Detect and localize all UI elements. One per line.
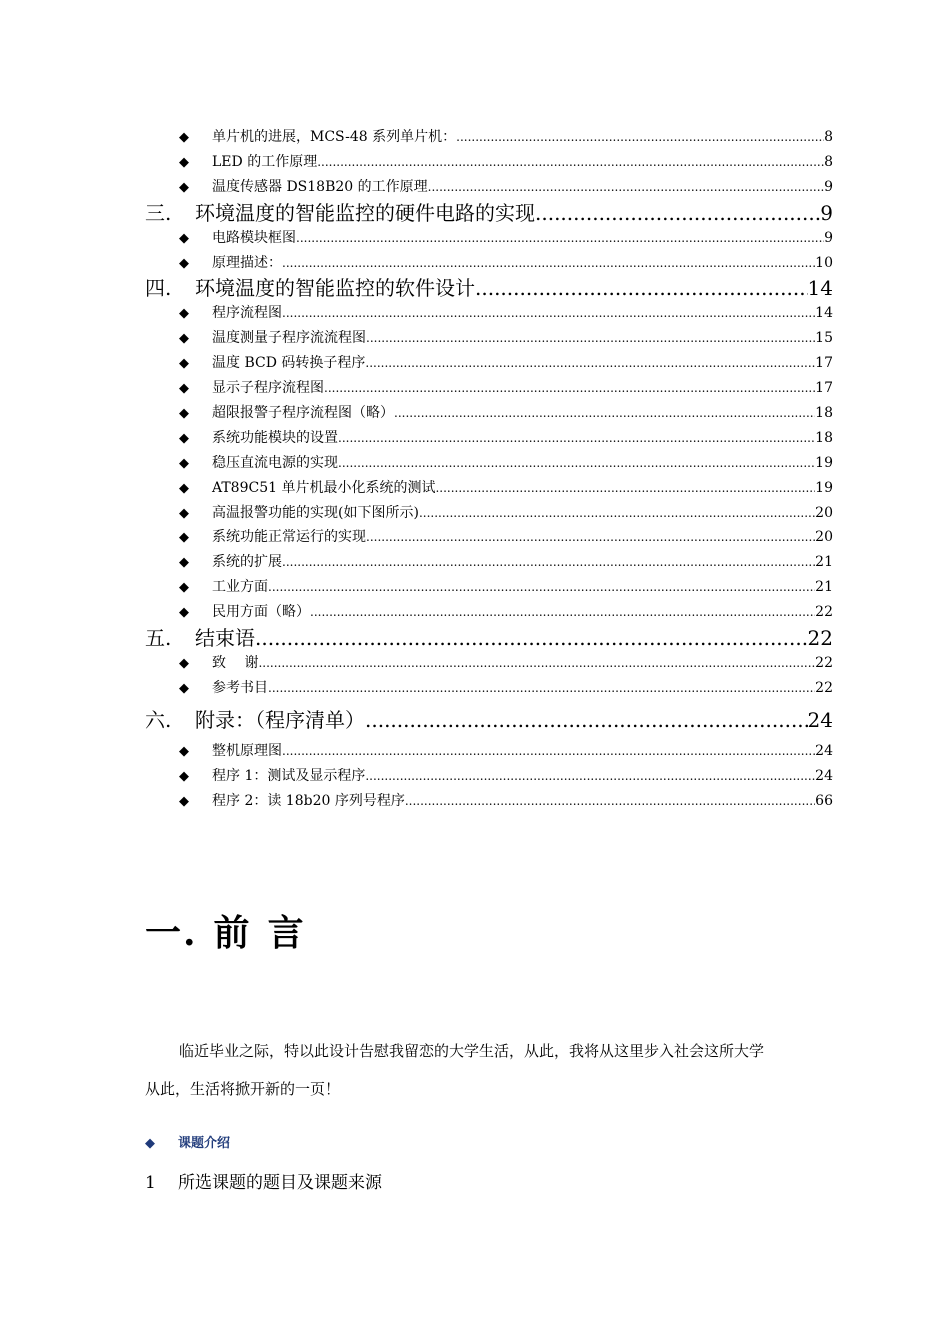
toc-entry-row[interactable] xyxy=(145,525,833,550)
toc-leader-dots xyxy=(282,550,815,575)
toc-leader-dots xyxy=(324,376,815,401)
toc-entry-title: 高温报警功能的实现(如下图所示) xyxy=(212,504,419,521)
toc-entry-row[interactable] xyxy=(145,501,833,526)
toc-entry-title: 超限报警子程序流程图（略） xyxy=(212,405,394,422)
toc-entry-title: 单片机的进展，MCS-48 系列单片机： xyxy=(212,129,457,145)
toc-entry-row[interactable] xyxy=(145,764,833,789)
toc-entry-title: 稳压直流电源的实现 xyxy=(212,454,338,471)
diamond-bullet-icon: ◆ xyxy=(179,480,189,496)
toc-leader-dots xyxy=(475,275,808,301)
toc-entry-row[interactable] xyxy=(145,651,833,676)
toc-leader-dots xyxy=(435,476,815,501)
toc-leader-dots xyxy=(405,789,815,814)
toc-page-number: 18 xyxy=(815,429,833,446)
toc-page-number: 22 xyxy=(815,604,833,621)
diamond-bullet-icon: ◆ xyxy=(179,555,189,571)
toc-chapter-row[interactable] xyxy=(145,707,833,733)
toc-page-number: 8 xyxy=(824,129,833,145)
toc-page-number: 24 xyxy=(815,742,833,759)
toc-chapter-number: 六. xyxy=(145,707,172,732)
toc-entry-title: 工业方面 xyxy=(212,579,268,596)
toc-leader-dots xyxy=(296,226,824,251)
toc-page-number: 22 xyxy=(815,655,833,672)
diamond-bullet-icon: ◆ xyxy=(179,154,189,170)
intro-line-1: 临近毕业之际，特以此设计告慰我留恋的大学生活，从此，我将从这里步入社会这所大学 xyxy=(179,1042,765,1060)
toc-entry-title: 整机原理图 xyxy=(212,742,282,759)
toc-leader-dots xyxy=(282,301,815,326)
section-number: 1 xyxy=(145,1173,156,1193)
toc-leader-dots xyxy=(428,175,824,200)
toc-entry-title: 民用方面（略） xyxy=(212,604,310,621)
toc-page-number: 66 xyxy=(815,792,833,809)
toc-entry-row[interactable] xyxy=(145,326,833,351)
toc-entry-title: 电路模块框图 xyxy=(212,229,296,246)
toc-leader-dots xyxy=(317,150,824,175)
toc-page-number: 14 xyxy=(815,305,833,322)
heading-number: 一. xyxy=(145,912,198,954)
toc-entry-title: 温度 BCD 码转换子程序 xyxy=(212,355,366,372)
toc-page-number: 22 xyxy=(807,626,833,651)
toc-leader-dots xyxy=(365,707,808,733)
diamond-bullet-icon: ◆ xyxy=(179,656,189,672)
toc-entry-row[interactable] xyxy=(145,676,833,701)
toc-page-number: 14 xyxy=(807,276,833,301)
toc-entry-row[interactable] xyxy=(145,125,833,150)
toc-leader-dots xyxy=(338,426,815,451)
toc-entry-row[interactable] xyxy=(145,150,833,175)
toc-leader-dots xyxy=(419,501,815,526)
toc-entry-row[interactable] xyxy=(145,451,833,476)
toc-entry-title: 系统功能正常运行的实现 xyxy=(212,529,366,546)
toc-chapter-number: 五. xyxy=(145,626,172,651)
table-of-contents xyxy=(145,125,833,813)
toc-leader-dots xyxy=(268,676,815,701)
toc-page-number: 22 xyxy=(815,679,833,696)
toc-entry-row[interactable] xyxy=(145,226,833,251)
toc-chapter-row[interactable] xyxy=(145,625,833,651)
toc-entry-row[interactable] xyxy=(145,575,833,600)
toc-entry-title: 致 谢 xyxy=(212,655,259,672)
toc-entry-title: 显示子程序流程图 xyxy=(212,380,324,397)
diamond-bullet-icon: ◆ xyxy=(145,1136,155,1151)
toc-page-number: 8 xyxy=(824,153,833,170)
toc-entry-row[interactable] xyxy=(145,739,833,764)
toc-page-number: 18 xyxy=(815,405,833,422)
toc-entry-title: AT89C51 单片机最小化系统的测试 xyxy=(212,479,436,496)
toc-entry-row[interactable] xyxy=(145,600,833,625)
diamond-bullet-icon: ◆ xyxy=(179,768,189,784)
toc-entry-row[interactable] xyxy=(145,426,833,451)
diamond-bullet-icon: ◆ xyxy=(179,255,189,271)
toc-page-number: 17 xyxy=(815,355,833,372)
toc-entry-title: 环境温度的智能监控的硬件电路的实现 xyxy=(195,200,535,225)
toc-entry-title: 系统功能模块的设置 xyxy=(212,429,338,446)
toc-page-number: 21 xyxy=(815,554,833,571)
toc-leader-dots xyxy=(394,401,815,426)
toc-entry-title: 原理描述： xyxy=(212,254,282,271)
toc-page-number: 10 xyxy=(815,254,833,271)
diamond-bullet-icon: ◆ xyxy=(179,455,189,471)
diamond-bullet-icon: ◆ xyxy=(179,406,189,422)
intro-paragraph xyxy=(145,1032,835,1108)
toc-entry-row[interactable] xyxy=(145,550,833,575)
diamond-bullet-icon: ◆ xyxy=(179,331,189,347)
toc-entry-row[interactable] xyxy=(145,401,833,426)
toc-leader-dots xyxy=(535,200,820,226)
toc-entry-row[interactable] xyxy=(145,251,833,276)
diamond-bullet-icon: ◆ xyxy=(179,306,189,322)
toc-page-number: 19 xyxy=(815,479,833,496)
topic-label: 课题介绍 xyxy=(178,1136,231,1151)
diamond-bullet-icon: ◆ xyxy=(179,130,189,145)
heading-title-second: 言 xyxy=(267,912,306,954)
toc-entry-row[interactable] xyxy=(145,789,833,814)
section-title: 所选课题的题目及课题来源 xyxy=(178,1173,382,1193)
diamond-bullet-icon: ◆ xyxy=(179,680,189,696)
toc-leader-dots xyxy=(365,351,815,376)
toc-page-number: 9 xyxy=(824,229,833,246)
toc-page-number: 24 xyxy=(815,767,833,784)
toc-chapter-number: 三. xyxy=(145,200,172,225)
toc-entry-row[interactable] xyxy=(145,351,833,376)
toc-page-number: 24 xyxy=(807,707,833,732)
toc-leader-dots xyxy=(338,451,815,476)
toc-page-number: 21 xyxy=(815,579,833,596)
toc-page-number: 9 xyxy=(820,200,833,225)
toc-page-number: 19 xyxy=(815,454,833,471)
toc-entry-title: 参考书目 xyxy=(212,679,268,696)
toc-leader-dots xyxy=(258,651,815,676)
heading-title-first: 前 xyxy=(213,912,252,954)
toc-entry-title: 程序流程图 xyxy=(212,305,282,322)
toc-leader-dots xyxy=(365,764,815,789)
toc-entry-title: LED 的工作原理 xyxy=(212,153,318,170)
toc-entry-title: 温度测量子程序流流程图 xyxy=(212,330,366,347)
toc-leader-dots xyxy=(282,251,815,276)
diamond-bullet-icon: ◆ xyxy=(179,230,189,246)
section-heading xyxy=(145,1168,382,1193)
toc-page-number: 17 xyxy=(815,380,833,397)
diamond-bullet-icon: ◆ xyxy=(179,505,189,521)
toc-leader-dots xyxy=(255,625,808,651)
diamond-bullet-icon: ◆ xyxy=(179,605,189,621)
toc-entry-row[interactable] xyxy=(145,476,833,501)
toc-chapter-number: 四. xyxy=(145,276,172,301)
intro-line-2: 从此，生活将掀开新的一页！ xyxy=(145,1080,341,1098)
diamond-bullet-icon: ◆ xyxy=(179,530,189,546)
toc-page-number: 20 xyxy=(815,504,833,521)
diamond-bullet-icon: ◆ xyxy=(179,381,189,397)
toc-entry-title: 环境温度的智能监控的软件设计 xyxy=(195,276,475,301)
diamond-bullet-icon: ◆ xyxy=(179,743,189,759)
toc-page-number: 20 xyxy=(815,529,833,546)
toc-entry-title: 结束语 xyxy=(195,626,255,651)
toc-leader-dots xyxy=(282,739,815,764)
toc-entry-row[interactable] xyxy=(145,376,833,401)
toc-leader-dots xyxy=(310,600,815,625)
toc-page-number: 9 xyxy=(824,178,833,195)
toc-chapter-row[interactable] xyxy=(145,275,833,301)
toc-entry-title: 程序 2：读 18b20 序列号程序 xyxy=(212,792,405,809)
toc-entry-title: 温度传感器 DS18B20 的工作原理 xyxy=(212,178,428,195)
page-heading xyxy=(145,905,306,956)
toc-page-number: 15 xyxy=(815,330,833,347)
diamond-bullet-icon: ◆ xyxy=(179,793,189,809)
toc-entry-title: 程序 1：测试及显示程序 xyxy=(212,767,366,784)
diamond-bullet-icon: ◆ xyxy=(179,179,189,195)
toc-leader-dots xyxy=(268,575,815,600)
toc-leader-dots xyxy=(366,326,815,351)
toc-chapter-row[interactable] xyxy=(145,200,833,226)
toc-entry-row[interactable] xyxy=(145,175,833,200)
toc-leader-dots xyxy=(456,125,824,150)
diamond-bullet-icon: ◆ xyxy=(179,580,189,596)
diamond-bullet-icon: ◆ xyxy=(179,430,189,446)
diamond-bullet-icon: ◆ xyxy=(179,356,189,372)
topic-heading xyxy=(145,1132,230,1151)
toc-leader-dots xyxy=(366,525,815,550)
toc-entry-title: 系统的扩展 xyxy=(212,554,282,571)
toc-entry-title: 附录：（程序清单） xyxy=(195,707,365,732)
toc-entry-row[interactable] xyxy=(145,301,833,326)
